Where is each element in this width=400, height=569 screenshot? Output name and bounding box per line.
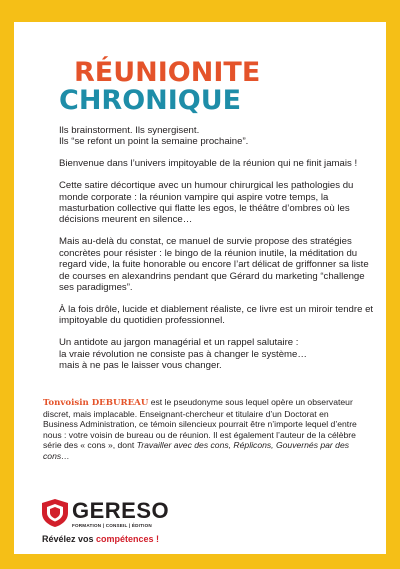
blurb-p6-line2: la vraie révolution ne consiste pas à changer le système… bbox=[59, 348, 307, 360]
publisher-tagline: FORMATION | CONSEIL | ÉDITION bbox=[72, 523, 152, 528]
blurb-paragraph-6 bbox=[59, 337, 379, 371]
publisher-slogan bbox=[42, 534, 159, 544]
blurb-paragraph-3: Cette satire décortique avec un humour chirurgical les pathologies du monde corporate : la réunion vampire qui aspire votre temps, la masturbation collective qui flatte les egos, le théâtre d’ombres où les décisions meurent en silence… bbox=[59, 180, 354, 226]
shield-icon bbox=[42, 499, 68, 527]
blurb-paragraph-4: Mais au-delà du constat, ce manuel de survie propose des stratégies concrètes pour résister : le bingo de la réunion inutile, la méditation du regard vide, la fuite honorable ou encore l’art délicat de griffonner sa liste de courses en alexandrins pendant que Gérard du marketing “challenge ses paradigmes”. bbox=[59, 236, 369, 293]
blurb-p1-line2: Ils “se refont un point la semaine prochaine”. bbox=[59, 136, 249, 148]
blurb-paragraph-1 bbox=[59, 125, 379, 148]
author-name: Tonvoisin DEBUREAU bbox=[43, 398, 149, 408]
publisher-logo bbox=[42, 498, 212, 548]
title-line-2: CHRONIQUE bbox=[59, 85, 242, 116]
author-bio bbox=[43, 397, 363, 462]
blurb-paragraph-5: À la fois drôle, lucide et diablement réaliste, ce livre est un miroir tendre et impitoyable du quotidien professionnel. bbox=[59, 303, 374, 327]
blurb bbox=[59, 125, 379, 382]
blurb-p6-line3: mais à ne pas le laisser vous changer. bbox=[59, 360, 222, 371]
author-bio-text: est le pseudonyme sous lequel opère un observateur discret, mais implacable. Enseignant-chercheur et titulaire d’un Doctorat en Business Administration, ce témoin silencieux pourrait être n’importe lequel d’entre nous : votre voisin de bureau ou de réunion. Il est également l’auteur de la célèbre série des « cons », dont bbox=[43, 397, 357, 451]
blurb-paragraph-2: Bienvenue dans l’univers impitoyable de la réunion qui ne finit jamais ! bbox=[59, 158, 358, 170]
blurb-p6-line1: Un antidote au jargon managérial et un rappel salutaire : bbox=[59, 337, 299, 349]
slogan-start: Révélez vos bbox=[42, 534, 97, 544]
author-works: Travailler avec des cons, Réplicons, Gouvernés par des cons… bbox=[43, 440, 350, 461]
blurb-p1-line1: Ils brainstorment. Ils synergisent. bbox=[59, 125, 200, 136]
book-title bbox=[59, 59, 260, 115]
title-line-1: RÉUNIONITE bbox=[74, 57, 261, 88]
publisher-name: GERESO bbox=[72, 498, 170, 523]
slogan-accent: compétences ! bbox=[96, 534, 160, 544]
